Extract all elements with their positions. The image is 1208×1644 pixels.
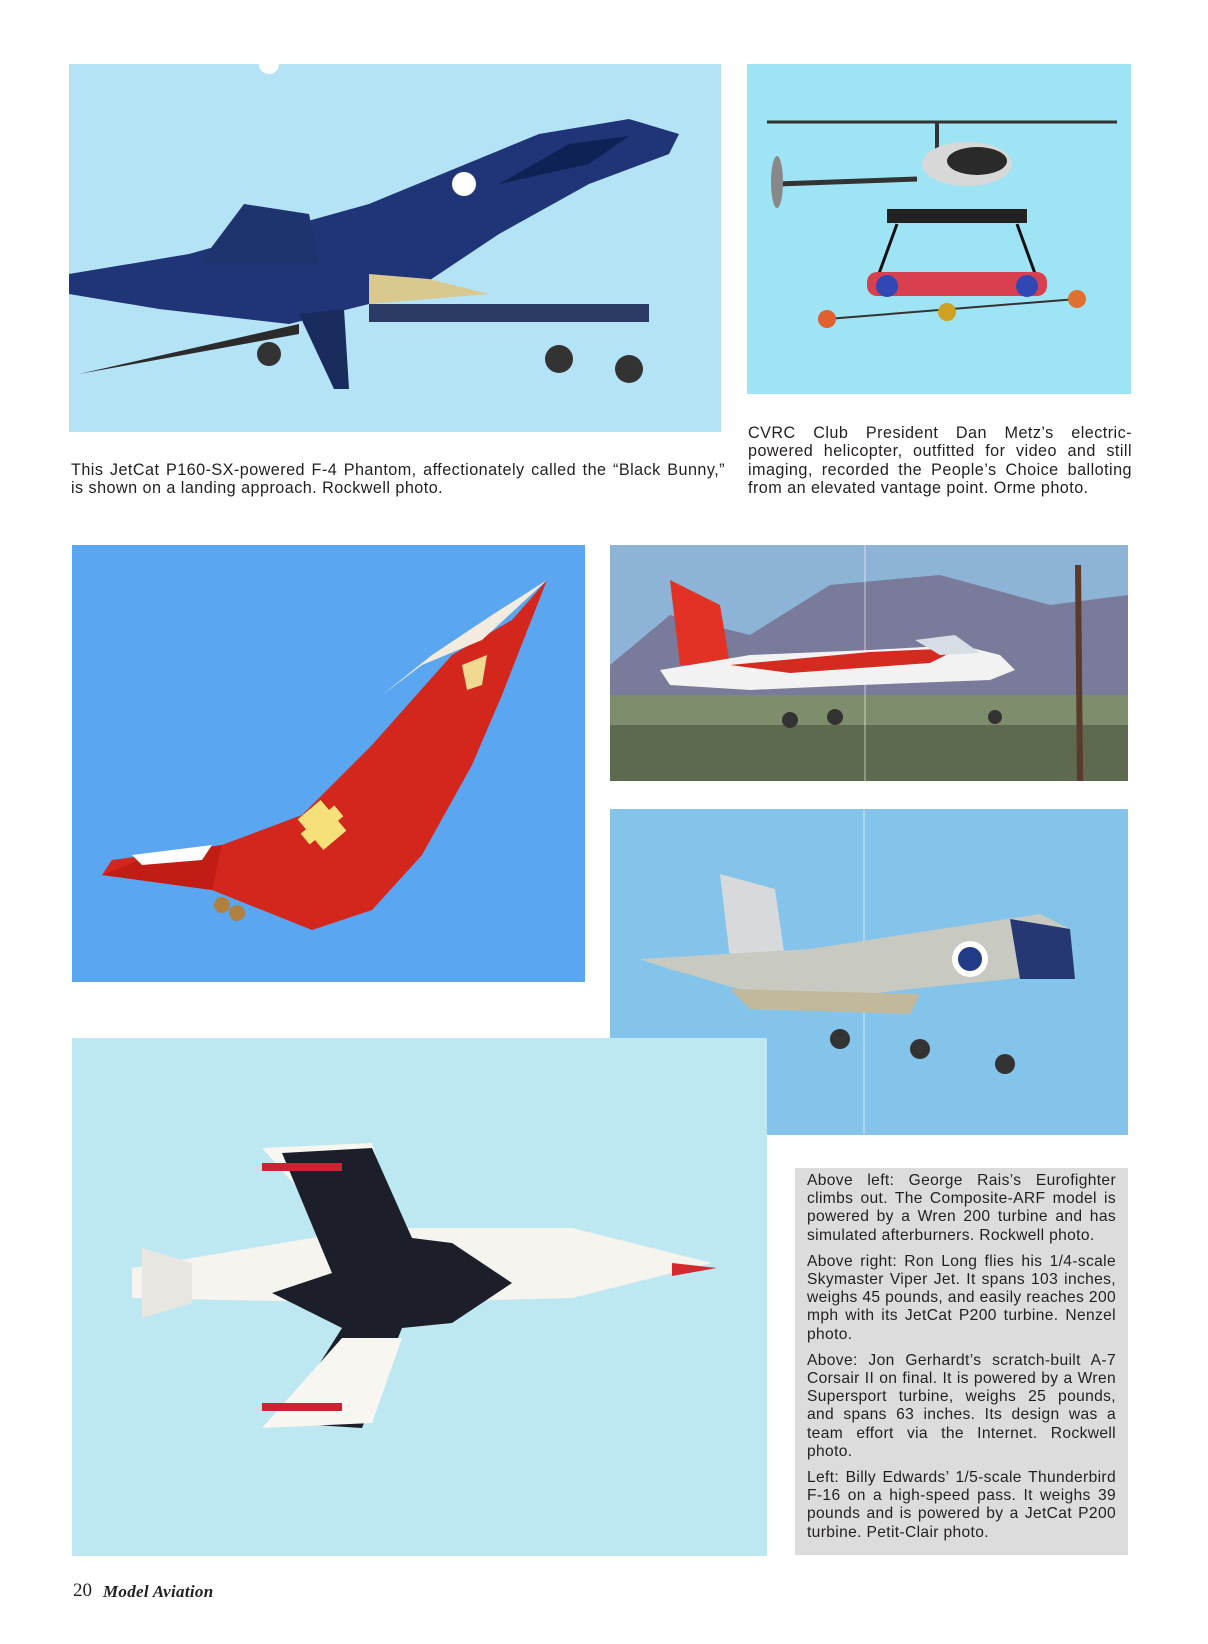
caption-thunderbird: Left: Billy Edwards’ 1/5-scale Thunderbird F-16 on a high-speed pass. It weighs 39 pounds and is powered by a JetCat P200 turbine. Petit-Clair photo.: [807, 1469, 1116, 1541]
caption-a7-corsair: Above: Jon Gerhardt’s scratch-built A-7 Corsair II on final. It is powered by a Wren Supersport turbine, weighs 25 pounds, and spans 63 inches. Its design was a team effort via the Internet. Rockwell photo.: [807, 1351, 1116, 1460]
photo-helicopter: [747, 64, 1131, 394]
photo-f4-phantom: [69, 64, 721, 432]
photo-viper-jet: [610, 545, 1128, 781]
caption-phantom: This JetCat P160-SX-powered F-4 Phantom, affectionately called the “Black Bunny,” is shown on a landing approach. Rockwell photo.: [71, 461, 725, 498]
magazine-name: Model Aviation: [103, 1582, 214, 1601]
caption-viper-jet: Above right: Ron Long flies his 1/4-scale Skymaster Viper Jet. It spans 103 inches, weighs 45 pounds, and easily reaches 200 mph with its JetCat P200 turbine. Nenzel photo.: [807, 1252, 1116, 1343]
caption-eurofighter: Above left: George Rais’s Eurofighter climbs out. The Composite-ARF model is powered by a Wren 200 turbine and has simulated afterburners. Rockwell photo.: [807, 1172, 1116, 1244]
caption-helicopter: CVRC Club President Dan Metz’s electric-powered helicopter, outfitted for video and still imaging, recorded the People’s Choice balloting from an elevated vantage point. Orme photo.: [748, 424, 1132, 498]
caption-sidebar: [795, 1168, 1128, 1555]
page-number: 20: [73, 1580, 92, 1601]
photo-thunderbird-f16: [72, 1038, 767, 1556]
photo-eurofighter: [72, 545, 585, 982]
